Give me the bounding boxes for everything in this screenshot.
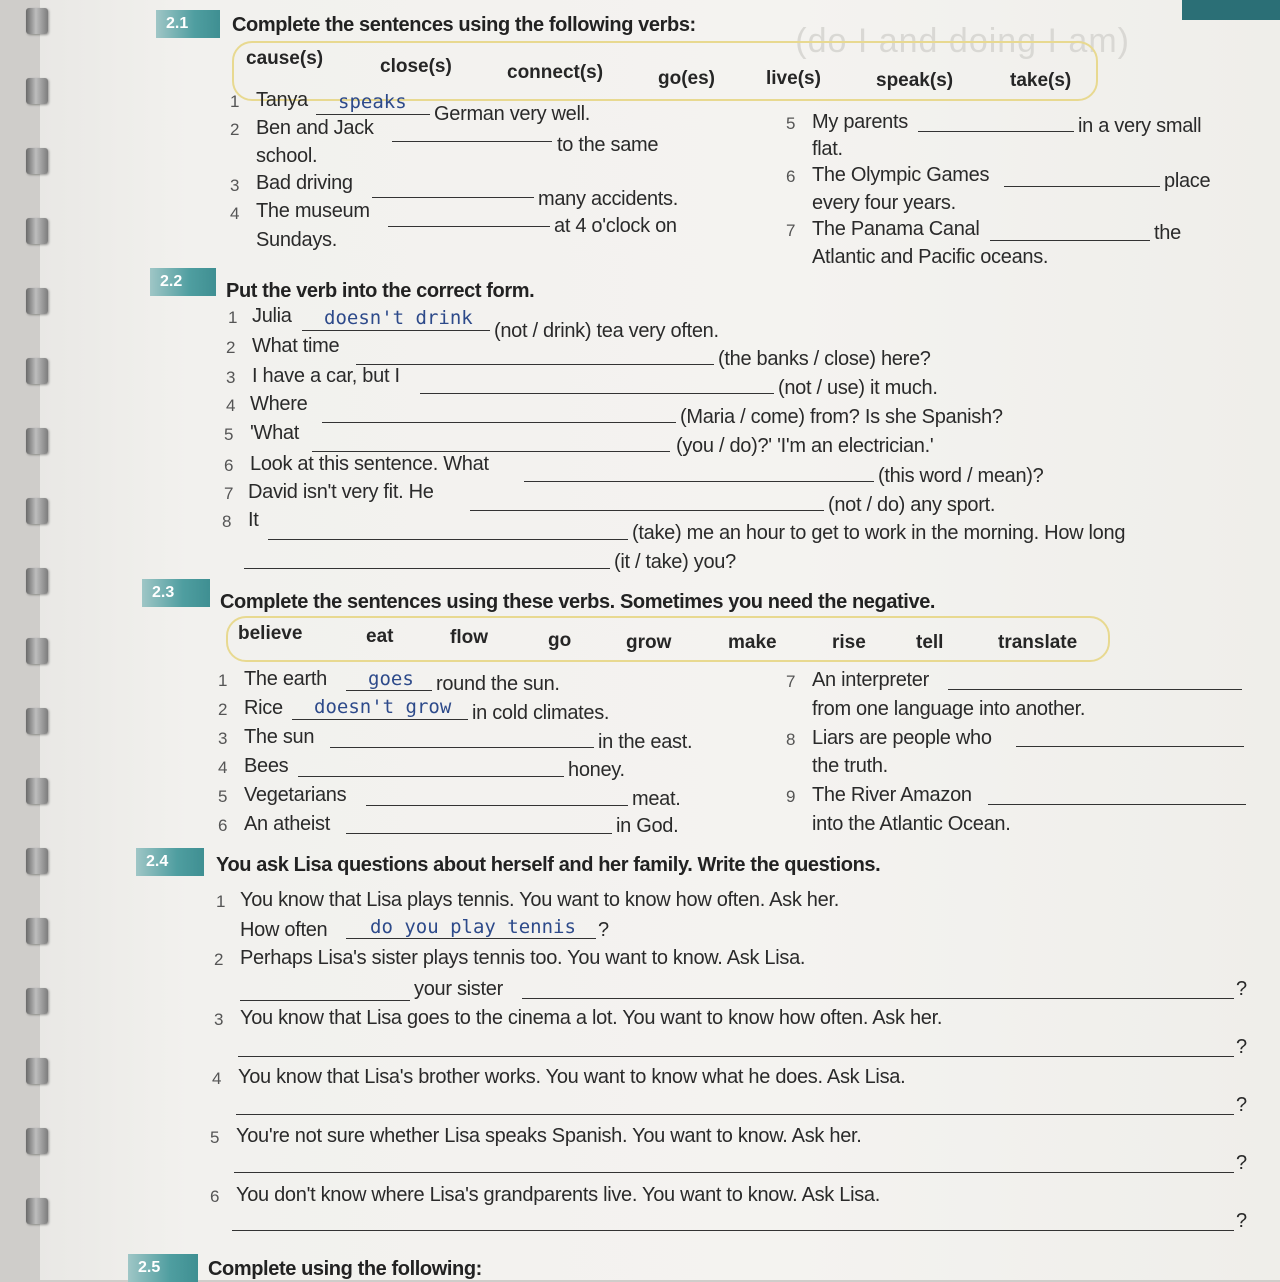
verb-option: tell bbox=[916, 632, 944, 653]
verb-option: close(s) bbox=[380, 56, 452, 77]
sentence-end: round the sun. bbox=[436, 673, 560, 695]
answer-blank[interactable] bbox=[316, 114, 430, 115]
spiral-binding bbox=[0, 0, 70, 1280]
sentence-end: (not / do) any sport. bbox=[828, 494, 996, 516]
item-number: 5 bbox=[210, 1128, 220, 1147]
sentence-start: Ben and Jack bbox=[256, 117, 374, 139]
sentence-end: in a very small bbox=[1078, 115, 1202, 137]
item-number: 2 bbox=[226, 338, 236, 357]
item-number: 5 bbox=[224, 425, 234, 444]
sentence-start: Rice bbox=[244, 697, 283, 719]
answer-blank[interactable] bbox=[240, 1000, 410, 1001]
sentence-start: The River Amazon bbox=[812, 784, 972, 806]
item-number: 6 bbox=[224, 456, 234, 475]
sentence-start: Tanya bbox=[256, 89, 308, 111]
answer-blank[interactable] bbox=[366, 805, 628, 806]
sentence-continuation: school. bbox=[256, 145, 318, 167]
verb-option: go bbox=[548, 630, 572, 651]
sentence-end: (not / use) it much. bbox=[778, 377, 938, 399]
answer-blank[interactable] bbox=[244, 568, 610, 569]
verb-option: flow bbox=[450, 627, 488, 648]
question-mark: ? bbox=[1236, 1152, 1247, 1174]
show-through-heading: (do I and doing I am) bbox=[795, 22, 1130, 60]
answer-blank[interactable] bbox=[238, 1056, 1234, 1057]
sentence-start: What time bbox=[252, 335, 340, 357]
item-number: 1 bbox=[218, 671, 228, 690]
sentence-end: honey. bbox=[568, 759, 625, 781]
item-number: 3 bbox=[226, 368, 236, 387]
sentence-start: My parents bbox=[812, 111, 908, 133]
question-prompt: You know that Lisa goes to the cinema a lot. You want to know how often. Ask her. bbox=[240, 1007, 943, 1029]
item-number: 1 bbox=[228, 308, 238, 327]
sentence-end: in the east. bbox=[598, 731, 693, 753]
sentence-end: (the banks / close) here? bbox=[718, 348, 931, 370]
sentence-start: Vegetarians bbox=[244, 784, 347, 806]
answer-blank[interactable] bbox=[298, 776, 564, 777]
item-number: 4 bbox=[230, 204, 240, 223]
question-prompt: You know that Lisa's brother works. You want to know what he does. Ask Lisa. bbox=[238, 1066, 906, 1088]
answer-blank[interactable] bbox=[524, 481, 874, 482]
answer-blank[interactable] bbox=[312, 451, 670, 452]
question-prompt: You don't know where Lisa's grandparents live. You want to know. Ask Lisa. bbox=[236, 1184, 881, 1206]
verb-option: take(s) bbox=[1010, 70, 1072, 91]
item-number: 3 bbox=[230, 176, 240, 195]
question-mark: ? bbox=[1236, 978, 1247, 1000]
verb-option: cause(s) bbox=[246, 48, 324, 69]
sentence-start: Look at this sentence. What bbox=[250, 453, 489, 475]
verb-option: live(s) bbox=[766, 68, 821, 89]
answer-blank[interactable] bbox=[948, 689, 1242, 690]
item-number: 4 bbox=[212, 1069, 222, 1088]
sentence-start: David isn't very fit. He bbox=[248, 481, 434, 503]
sentence-end: in cold climates. bbox=[472, 702, 610, 724]
sentence-continuation: Atlantic and Pacific oceans. bbox=[812, 246, 1049, 268]
answer-blank[interactable] bbox=[522, 998, 1234, 999]
sentence-end: (you / do)?' 'I'm an electrician.' bbox=[676, 435, 934, 457]
question-mark: ? bbox=[1236, 1210, 1247, 1232]
sentence-end: many accidents. bbox=[538, 188, 679, 210]
sentence-start: Bees bbox=[244, 755, 289, 777]
sentence-start: 'What bbox=[250, 422, 299, 444]
answer-blank[interactable] bbox=[1016, 746, 1244, 747]
handwritten-answer: doesn't grow bbox=[314, 696, 452, 718]
handwritten-answer: goes bbox=[368, 668, 414, 690]
exercise-heading-2-3: Complete the sentences using these verbs. Sometimes you need the negative. bbox=[220, 591, 936, 613]
item-number: 4 bbox=[218, 758, 228, 777]
sentence-continuation: the truth. bbox=[812, 755, 888, 777]
sentence-continuation: into the Atlantic Ocean. bbox=[812, 813, 1011, 835]
sentence-continuation: (it / take) you? bbox=[614, 551, 736, 573]
verb-option: believe bbox=[238, 623, 303, 644]
verb-option: connect(s) bbox=[507, 62, 604, 83]
answer-blank[interactable] bbox=[356, 364, 714, 365]
verb-option: grow bbox=[626, 632, 672, 653]
answer-blank[interactable] bbox=[392, 141, 552, 142]
sentence-start: The sun bbox=[244, 726, 315, 748]
sentence-end: in God. bbox=[616, 815, 679, 837]
sentence-end: (this word / mean)? bbox=[878, 465, 1044, 487]
verb-option: speak(s) bbox=[876, 70, 954, 91]
sentence-start: Where bbox=[250, 393, 308, 415]
item-number: 1 bbox=[216, 892, 226, 911]
verb-option: go(es) bbox=[658, 68, 715, 89]
sentence-continuation: flat. bbox=[812, 138, 843, 160]
sentence-start: Julia bbox=[252, 305, 292, 327]
handwritten-answer: do you play tennis bbox=[370, 916, 576, 938]
answer-blank[interactable] bbox=[420, 393, 774, 394]
answer-blank[interactable] bbox=[302, 330, 490, 331]
answer-blank[interactable] bbox=[292, 719, 468, 720]
sentence-end: (not / drink) tea very often. bbox=[494, 320, 719, 342]
sentence-continuation: every four years. bbox=[812, 192, 956, 214]
sentence-continuation: from one language into another. bbox=[812, 698, 1086, 720]
sentence-start: It bbox=[248, 509, 259, 531]
item-number: 6 bbox=[786, 167, 796, 186]
sentence-start: The earth bbox=[244, 668, 327, 690]
question-mark: ? bbox=[1236, 1094, 1247, 1116]
answer-blank[interactable] bbox=[388, 226, 550, 227]
sentence-end: the bbox=[1154, 222, 1181, 244]
question-prompt: You're not sure whether Lisa speaks Spanish. You want to know. Ask her. bbox=[236, 1125, 862, 1147]
sentence-middle: your sister bbox=[414, 978, 503, 1000]
exercise-number-2-5: 2.5 bbox=[128, 1254, 198, 1282]
sentence-start: I have a car, but I bbox=[252, 365, 400, 387]
answer-blank[interactable] bbox=[346, 938, 596, 939]
answer-blank[interactable] bbox=[918, 131, 1074, 132]
answer-blank[interactable] bbox=[234, 1172, 1234, 1173]
item-number: 9 bbox=[786, 787, 796, 806]
item-number: 7 bbox=[786, 672, 796, 691]
verb-option: eat bbox=[366, 626, 394, 647]
sentence-start: An interpreter bbox=[812, 669, 929, 691]
answer-blank[interactable] bbox=[988, 804, 1246, 805]
item-number: 6 bbox=[218, 816, 228, 835]
answer-blank[interactable] bbox=[1004, 186, 1160, 187]
sentence-end: to the same bbox=[557, 134, 659, 156]
handwritten-answer: doesn't drink bbox=[324, 307, 473, 329]
answer-blank[interactable] bbox=[990, 240, 1150, 241]
exercise-heading-2-2: Put the verb into the correct form. bbox=[226, 280, 535, 302]
question-mark: ? bbox=[1236, 1036, 1247, 1058]
item-number: 7 bbox=[224, 484, 234, 503]
exercise-heading-2-1: Complete the sentences using the following verbs: bbox=[232, 14, 696, 36]
sentence-start: The Olympic Games bbox=[812, 164, 990, 186]
sentence-end: meat. bbox=[632, 788, 681, 810]
answer-blank[interactable] bbox=[346, 690, 432, 691]
item-number: 3 bbox=[214, 1010, 224, 1029]
item-number: 6 bbox=[210, 1187, 220, 1206]
sentence-start: The museum bbox=[256, 200, 370, 222]
sentence-end: (take) me an hour to get to work in the morning. How long bbox=[632, 522, 1126, 544]
exercise-heading-2-4: You ask Lisa questions about herself and her family. Write the questions. bbox=[216, 854, 881, 876]
sentence-continuation: Sundays. bbox=[256, 229, 337, 251]
item-number: 1 bbox=[230, 92, 240, 111]
question-prompt: Perhaps Lisa's sister plays tennis too. You want to know. Ask Lisa. bbox=[240, 947, 806, 969]
sentence-start: An atheist bbox=[244, 813, 330, 835]
exercise-number-2-1: 2.1 bbox=[156, 10, 220, 38]
exercise-number-2-2: 2.2 bbox=[150, 268, 216, 296]
answer-blank[interactable] bbox=[322, 422, 676, 423]
question-prompt: You know that Lisa plays tennis. You want to know how often. Ask her. bbox=[240, 889, 839, 911]
answer-blank[interactable] bbox=[330, 747, 594, 748]
sentence-start: The Panama Canal bbox=[812, 218, 980, 240]
exercise-heading-2-5: Complete using the following: bbox=[208, 1258, 482, 1280]
question-mark: ? bbox=[598, 919, 609, 941]
sentence-end: at 4 o'clock on bbox=[554, 215, 677, 237]
answer-blank[interactable] bbox=[346, 833, 612, 834]
verb-option: rise bbox=[832, 632, 866, 653]
answer-blank[interactable] bbox=[232, 1230, 1234, 1231]
sentence-start: Liars are people who bbox=[812, 727, 992, 749]
verb-option: make bbox=[728, 632, 777, 653]
item-number: 8 bbox=[786, 730, 796, 749]
exercise-number-2-4: 2.4 bbox=[136, 848, 204, 876]
verb-option: translate bbox=[998, 632, 1078, 653]
item-number: 3 bbox=[218, 729, 228, 748]
item-number: 2 bbox=[214, 950, 224, 969]
item-number: 2 bbox=[218, 700, 228, 719]
sentence-end: German very well. bbox=[434, 103, 591, 125]
sentence-end: (Maria / come) from? Is she Spanish? bbox=[680, 406, 1003, 428]
exercise-number-2-3: 2.3 bbox=[142, 579, 210, 607]
answer-blank[interactable] bbox=[268, 539, 628, 540]
item-number: 4 bbox=[226, 396, 236, 415]
item-number: 5 bbox=[218, 787, 228, 806]
item-number: 5 bbox=[786, 114, 796, 133]
page-corner-tab bbox=[1182, 0, 1280, 20]
sentence-start: How often bbox=[240, 919, 328, 941]
answer-blank[interactable] bbox=[470, 510, 824, 511]
sentence-end: place bbox=[1164, 170, 1211, 192]
item-number: 7 bbox=[786, 221, 796, 240]
answer-blank[interactable] bbox=[372, 197, 534, 198]
item-number: 8 bbox=[222, 512, 232, 531]
answer-blank[interactable] bbox=[236, 1114, 1234, 1115]
sentence-start: Bad driving bbox=[256, 172, 353, 194]
item-number: 2 bbox=[230, 120, 240, 139]
handwritten-answer: speaks bbox=[338, 91, 407, 113]
